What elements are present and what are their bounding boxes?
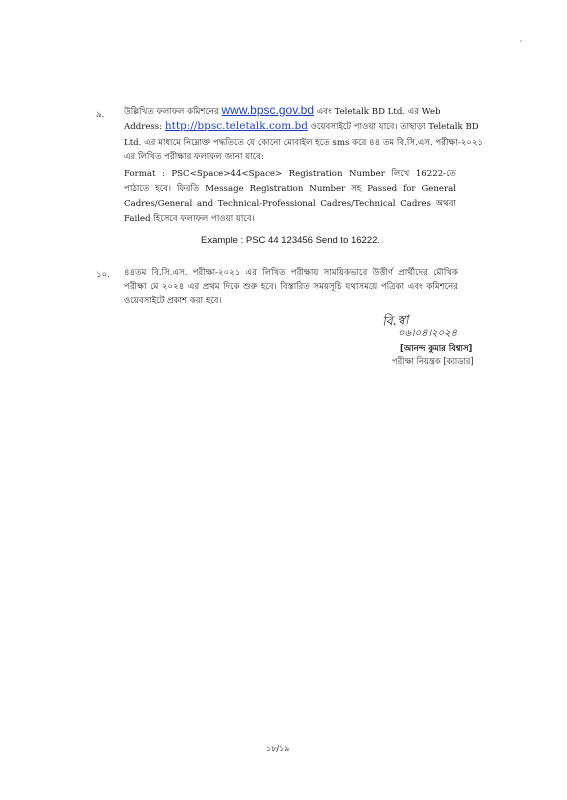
item-9-line-2	[124, 120, 479, 133]
bpsc-website-link[interactable]: www.bpsc.gov.bd	[221, 103, 315, 117]
signatory-designation: পরীক্ষা নিয়ন্ত্রক [ক্যাডার]	[392, 356, 474, 366]
item-9-line-1-text: উল্লিখিত ফলাফল কমিশনের	[124, 107, 219, 117]
item-9-line-2-text-post: ওয়েবসাইটে পাওয়া যাবে। তাছাড়া Teletalk BD	[310, 122, 479, 132]
item-9-line-3: Ltd. এর মাধ্যমে নিম্নোক্ত পদ্ধতিতে যে কোনো মোবাইল হতে sms করে ৪৪ তম বি.সি.এস. পরীক্ষা-২০২১	[124, 138, 484, 148]
signature-date: ০৬।০৪।২০২৪	[398, 328, 458, 339]
item-10-text: ৪৪তম বি.সি.এস. পরীক্ষা-২০২১ এর লিখিত পরীক্ষায় সাময়িকভাবে উত্তীর্ণ প্রার্থীদের মৌখিক পরীক্ষা মে ২০২৪ এর প্রথম দিকে শুরু হবে। বিস্তারিত সময়সূচি যথাসময়ে পত্রিকা এবং কমিশনের ওয়েবসাইটে প্রকাশ করা হবে।	[124, 268, 458, 306]
item-9-number: ৯.	[96, 110, 105, 120]
scan-speck	[520, 40, 522, 42]
item-9-line-1-text-post: এবং Teletalk BD Ltd. এর Web	[316, 107, 441, 117]
page-number: ১৮/১৯	[266, 744, 290, 753]
item-9-format: Format : PSC<Space>44<Space> Registration Number লিখে 16222-তে পাঠাতে হবে। ফিরতি Message Registration Number সহ Passed for General Cadres/General and Technical-Professional Cadres/Technical Cadres অথবা Failed হিসেবে ফলাফল পাওয়া যাবে।	[124, 169, 456, 224]
signature-scribble: বি.স্বা	[381, 313, 410, 330]
item-9-line-4: এর লিখিত পরীক্ষার ফলাফল জানা যাবে:	[124, 152, 264, 162]
sms-example: Example : PSC 44 123456 Send to 16222.	[201, 235, 381, 246]
teletalk-website-link[interactable]: http://bpsc.teletalk.com.bd	[164, 120, 308, 132]
item-10-number: ১০.	[96, 270, 110, 280]
item-9-address-label: Address:	[124, 122, 163, 132]
signatory-name: [আনন্দ কুমার বিশ্বাস]	[400, 343, 473, 353]
item-9-line-1	[124, 104, 454, 118]
